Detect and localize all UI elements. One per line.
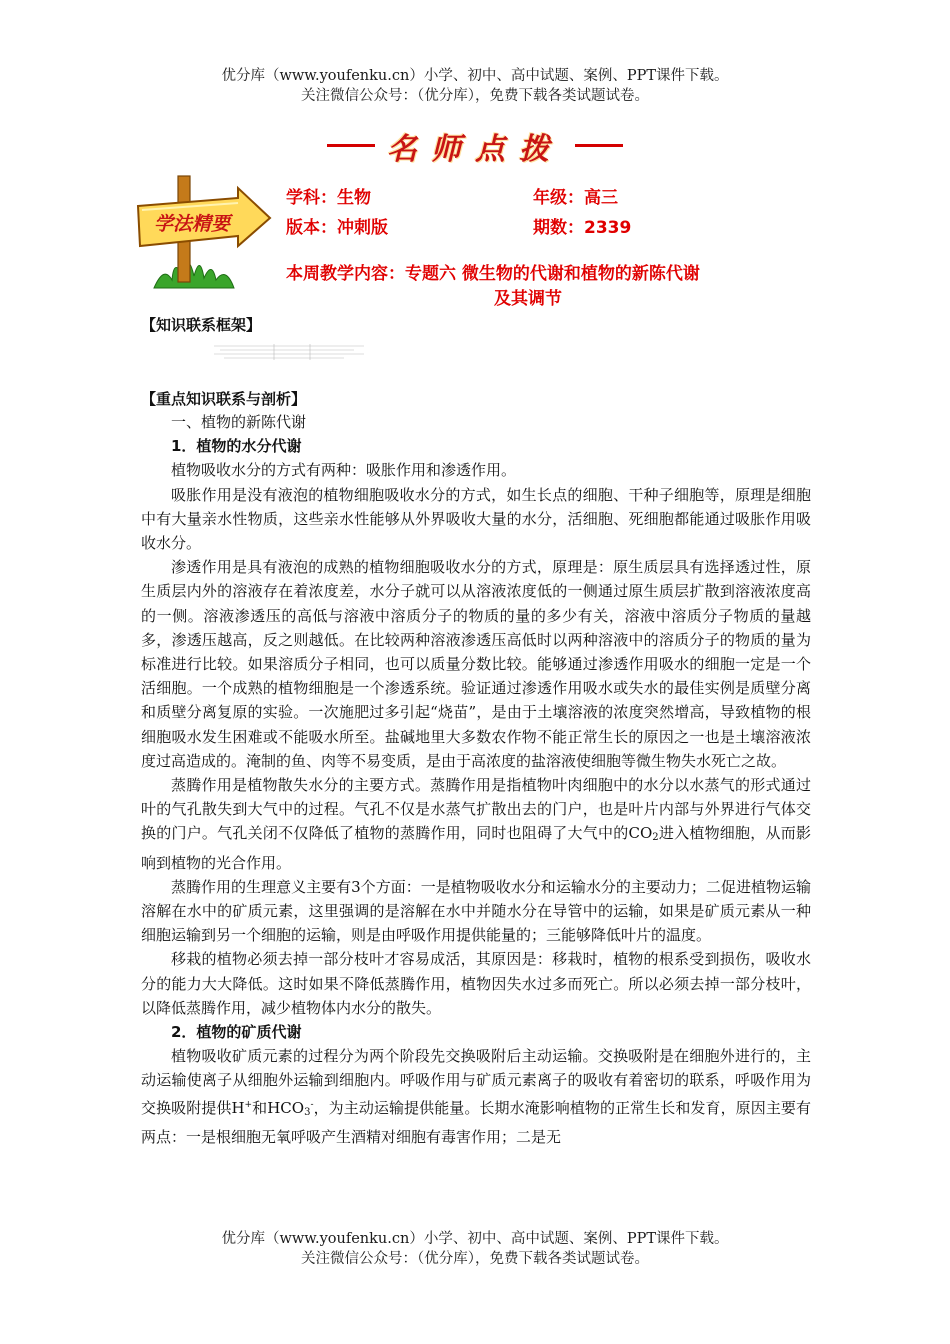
formula-h-sup: + xyxy=(244,1099,253,1110)
banner-title: 名师点拨 xyxy=(387,132,563,167)
meta-edition-value: 冲刺版 xyxy=(337,218,388,238)
paragraph-text: 和HCO xyxy=(252,1098,305,1117)
paragraph: 植物吸收水分的方式有两种：吸胀作用和渗透作用。 xyxy=(171,461,517,480)
meta-issue xyxy=(533,213,631,238)
section-analysis: 【重点知识联系与剖析】 xyxy=(141,390,307,408)
page-footer xyxy=(0,1229,950,1269)
header-line-2: 关注微信公众号：（优分库），免费下载各类试题试卷。 xyxy=(301,88,649,104)
paragraph-text: 蒸腾作用是植物散失水分的主要方式。蒸腾作用是指植物叶肉细胞中的水分以水蒸气的形式通过叶的气孔散失到大气中的过程。气孔不仅是水蒸气扩散出去的门户，也是叶片内部与外界进行气体交换的门户。气孔关闭不仅降低了植物的蒸腾作用，同时也阻碍了大气中的 xyxy=(141,776,811,843)
paragraph-text: 进入植物细胞，从而影响到植物的光合作用。 xyxy=(141,824,811,872)
meta-grade xyxy=(533,183,618,208)
meta-grade-label: 年级： xyxy=(533,188,584,208)
meta-subject-label: 学科： xyxy=(286,188,337,208)
paragraph: 渗透作用是具有液泡的成熟的植物细胞吸收水分的方式，原理是：原生质层具有选择透过性，原生质层内外的溶液存在着浓度差，水分子就可以从溶液浓度低的一侧通过原生质层扩散到溶液浓度高的一侧。溶液渗透压的高低与溶液中溶质分子的物质的量的多少有关，溶液中溶质分子物质的量越多，渗透压越高，反之则越低。在比较两种溶液渗透压高低时以两种溶液中的溶质分子的物质的量为标准进行比较。如果溶质分子相同，也可以质量分数比较。能够通过渗透作用吸水的细胞一定是一个活细胞。一个成熟的植物细胞是一个渗透系统。验证通过渗透作用吸水或失水的最佳实例是质壁分离和质壁分离复原的实验。一次施肥过多引起“烧苗”，是由于土壤溶液的浓度突然增高，导致植物的根细胞吸水发生困难或不能吸水所至。盐碱地里大多数农作物不能正常生长的原因之一也是土壤溶液浓度过高造成的。淹制的鱼、肉等不易变质，是由于高浓度的盐溶液使细胞等微生物失水死亡之故。 xyxy=(141,558,811,770)
meta-issue-label: 期数： xyxy=(533,218,584,238)
framework-diagram xyxy=(214,342,364,362)
paragraph-text: 植物吸收矿质元素的过程分为两个阶段先交换吸附后主动运输。交换吸附是在细胞外进行的，主动运输使离子从细胞外运输到细胞内。呼吸作用与矿质元素离子的吸收有着密切的联系，呼吸作用为交换吸附提供H xyxy=(141,1047,811,1117)
formula-co2-sub: 2 xyxy=(652,832,659,844)
paragraph-text: ，为主动运输提供能量。长期水淹影响植物的正常生长和发育，原因主要有两点：一是根细胞无氧呼吸产生酒精对细胞有毒害作用；二是无 xyxy=(141,1098,811,1146)
part-heading: 一、植物的新陈代谢 xyxy=(171,413,307,431)
formula-co2: CO xyxy=(628,824,653,843)
formula-hco3-sup: - xyxy=(310,1099,314,1110)
meta-subject-value: 生物 xyxy=(337,188,371,208)
meta-subject xyxy=(286,183,371,208)
meta-edition xyxy=(286,213,388,238)
subheading-mineral: 2．植物的矿质代谢 xyxy=(171,1023,302,1042)
paragraph: 移栽的植物必须去掉一部分枝叶才容易成活，其原因是：移栽时，植物的根系受到损伤，吸收水分的能力大大降低。这时如果不降低蒸腾作用，植物因失水过多而死亡。所以必须去掉一部分枝叶，以降低蒸腾作用，减少植物体内水分的散失。 xyxy=(141,950,811,1017)
formula-hco3-sub: 3 xyxy=(304,1106,311,1118)
subheading-water: 1．植物的水分代谢 xyxy=(171,437,302,456)
page-header xyxy=(0,66,950,106)
paragraph: 蒸腾作用的生理意义主要有3个方面：一是植物吸收水分和运输水分的主要动力；二促进植物运输溶解在水中的矿质元素，这里强调的是溶解在水中并随水分在导管中的运输，如果是矿质元素从一种细胞运输到另一个细胞的运输，则是由呼吸作用提供能量的；三能够降低叶片的温度。 xyxy=(141,877,811,945)
header-line-1: 优分库（www.youfenku.cn）小学、初中、高中试题、案例、PPT课件下载。 xyxy=(221,68,729,84)
banner-line-right xyxy=(575,144,623,147)
meta-grade-value: 高三 xyxy=(584,188,618,208)
footer-line-2: 关注微信公众号：（优分库），免费下载各类试题试卷。 xyxy=(301,1251,649,1267)
banner xyxy=(0,124,950,168)
article-body xyxy=(141,410,811,1149)
paragraph: 吸胀作用是没有液泡的植物细胞吸收水分的方式，如生长点的细胞、干种子细胞等，原理是细胞中有大量亲水性物质，这些亲水性能够从外界吸收大量的水分，活细胞、死细胞都能通过吸胀作用吸收水分。 xyxy=(141,485,811,553)
footer-line-1: 优分库（www.youfenku.cn）小学、初中、高中试题、案例、PPT课件下载。 xyxy=(221,1231,729,1247)
paragraph xyxy=(141,773,811,875)
logo-sign-text: 学法精要 xyxy=(153,213,231,235)
topic-heading xyxy=(286,262,786,312)
topic-line-1: 本周教学内容：专题六 微生物的代谢和植物的新陈代谢 xyxy=(286,264,700,284)
signpost-icon xyxy=(134,170,274,294)
topic-line-2: 及其调节 xyxy=(494,289,562,309)
section-framework: 【知识联系框架】 xyxy=(141,316,262,334)
paragraph xyxy=(141,1044,811,1149)
meta-edition-label: 版本： xyxy=(286,218,337,238)
meta-issue-value: 2339 xyxy=(584,218,632,238)
banner-line-left xyxy=(327,144,375,147)
